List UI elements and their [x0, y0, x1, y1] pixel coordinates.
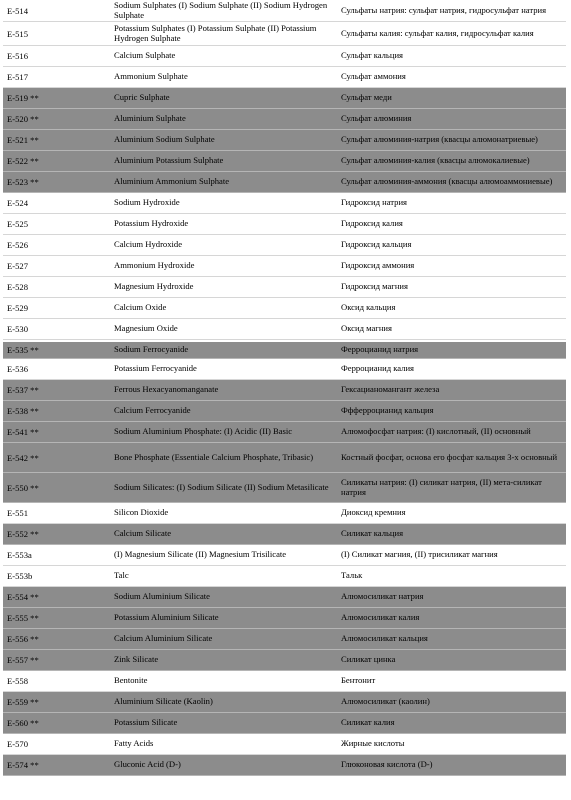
russian-name-cell: Гидроксид кальция [341, 239, 412, 250]
russian-name-cell: Костный фосфат, основа его фосфат кальция 3-х основный [341, 451, 558, 462]
table-row [3, 503, 566, 524]
russian-name-cell: Силикат цинка [341, 654, 396, 665]
table-row [3, 473, 566, 503]
table-row [3, 422, 566, 443]
table-row [3, 359, 566, 380]
russian-name-cell: Сульфат алюминия-натрия (квасцы алюмонатриевые) [341, 134, 538, 145]
code-cell: E-557 ** [7, 655, 39, 665]
english-name-cell: Potassium Sulphates (I) Potassium Sulphate (II) Potassium Hydrogen Sulphate [114, 23, 317, 43]
code-cell: E-551 [7, 508, 29, 518]
russian-name-cell: Силикат калия [341, 717, 395, 728]
table-row [3, 109, 566, 130]
english-name-cell: Aluminium Ammonium Sulphate [114, 176, 230, 187]
code-cell: E-537 ** [7, 385, 39, 395]
russian-name-cell: Гексацианомангант железа [341, 384, 440, 395]
russian-name-cell: Сульфат кальция [341, 50, 404, 61]
code-cell: E-550 ** [7, 482, 39, 493]
table-row [3, 172, 566, 193]
russian-name-cell: Ферроцианид натрия [341, 344, 419, 355]
code-cell: E-570 [7, 739, 29, 749]
russian-name-cell: Гидроксид аммония [341, 260, 415, 271]
russian-name-cell: Алюмосиликат кальция [341, 633, 428, 644]
english-name-cell: Sodium Silicates: (I) Sodium Silicate (II) Sodium Metasilicate [114, 481, 329, 492]
english-name-cell: Sodium Sulphates (I) Sodium Sulphate (II) Sodium Hydrogen Sulphate [114, 0, 328, 20]
english-name-cell: Calcium Sulphate [114, 50, 176, 61]
code-cell: E-517 [7, 72, 29, 82]
code-cell: E-538 ** [7, 406, 39, 416]
english-name-cell: Potassium Ferrocyanide [114, 363, 197, 374]
russian-name-cell: Жирные кислоты [341, 738, 405, 749]
table-row [3, 298, 566, 319]
russian-name-cell: Глюконовая кислота (D-) [341, 759, 433, 770]
english-name-cell: Ammonium Sulphate [114, 71, 188, 82]
russian-name-cell: Гидроксид магния [341, 281, 408, 292]
code-cell: E-530 [7, 324, 29, 334]
table-row [3, 650, 566, 671]
table-row [3, 380, 566, 401]
russian-name-cell: (I) Силикат магния, (II) трисиликат магния [341, 549, 498, 560]
english-name-cell: Ferrous Hexacyanomanganate [114, 384, 219, 395]
russian-name-cell: Ферроцианид калия [341, 363, 415, 374]
russian-name-cell: Алюмосиликат (каолин) [341, 696, 430, 707]
table-row [3, 608, 566, 629]
table-row [3, 545, 566, 566]
code-cell: E-528 [7, 282, 29, 292]
code-cell: E-520 ** [7, 114, 39, 124]
code-cell: E-556 ** [7, 634, 39, 644]
code-cell: E-542 ** [7, 452, 39, 463]
russian-name-cell: Сульфаты натрия: сульфат натрия, гидросульфат натрия [341, 4, 547, 15]
table-row [3, 214, 566, 235]
english-name-cell: Silicon Dioxide [114, 507, 169, 518]
code-cell: E-516 [7, 51, 29, 61]
additives-table [3, 0, 566, 776]
table-row [3, 629, 566, 650]
russian-name-cell: Гидроксид натрия [341, 197, 408, 208]
english-name-cell: Aluminium Sulphate [114, 113, 186, 124]
table-row [3, 734, 566, 755]
russian-name-cell: Сульфаты калия: сульфат калия, гидросульфат калия [341, 27, 534, 38]
english-name-cell: Magnesium Oxide [114, 323, 178, 334]
table-row [3, 130, 566, 151]
english-name-cell: Calcium Ferrocyanide [114, 405, 191, 416]
code-cell: E-553a [7, 550, 32, 560]
english-name-cell: Calcium Aluminium Silicate [114, 633, 213, 644]
table-row [3, 277, 566, 298]
russian-name-cell: Сульфат алюминия [341, 113, 412, 124]
code-cell: E-521 ** [7, 135, 39, 145]
russian-name-cell: Алюмосиликат натрия [341, 591, 424, 602]
code-cell: E-552 ** [7, 529, 39, 539]
table-row [3, 566, 566, 587]
code-cell: E-560 ** [7, 718, 39, 728]
code-cell: E-525 [7, 219, 29, 229]
code-cell: E-523 ** [7, 177, 39, 187]
table-row [3, 193, 566, 214]
code-cell: E-535 ** [7, 345, 39, 355]
code-cell: E-514 [7, 5, 29, 16]
code-cell: E-522 ** [7, 156, 39, 166]
table-row [3, 713, 566, 734]
code-cell: E-541 ** [7, 427, 39, 437]
english-name-cell: Sodium Ferrocyanide [114, 344, 189, 355]
russian-name-cell: Оксид кальция [341, 302, 396, 313]
english-name-cell: Gluconic Acid (D-) [114, 759, 181, 770]
table-row [3, 340, 566, 359]
table-row [3, 22, 566, 46]
table-row [3, 319, 566, 340]
english-name-cell: Calcium Silicate [114, 528, 172, 539]
english-name-cell: Calcium Hydroxide [114, 239, 183, 250]
code-cell: E-524 [7, 198, 29, 208]
russian-name-cell: Сульфат алюминия-аммония (квасцы алюмоаммониевые) [341, 176, 553, 187]
english-name-cell: Potassium Hydroxide [114, 218, 189, 229]
english-name-cell: Potassium Aluminium Silicate [114, 612, 219, 623]
code-cell: E-515 [7, 28, 29, 39]
code-cell: E-554 ** [7, 592, 39, 602]
russian-name-cell: Тальк [341, 570, 363, 581]
russian-name-cell: Оксид магния [341, 323, 392, 334]
russian-name-cell: Сульфат меди [341, 92, 392, 103]
table-row [3, 443, 566, 473]
table-row [3, 46, 566, 67]
english-name-cell: Magnesium Hydroxide [114, 281, 194, 292]
english-name-cell: Potassium Silicate [114, 717, 178, 728]
english-name-cell: Cupric Sulphate [114, 92, 170, 103]
table-row [3, 235, 566, 256]
russian-name-cell: Диоксид кремния [341, 507, 406, 518]
code-cell: E-526 [7, 240, 29, 250]
code-cell: E-555 ** [7, 613, 39, 623]
table-row [3, 755, 566, 776]
code-cell: E-529 [7, 303, 29, 313]
english-name-cell: Zink Silicate [114, 654, 159, 665]
code-cell: E-553b [7, 571, 33, 581]
english-name-cell: Aluminium Sodium Sulphate [114, 134, 215, 145]
russian-name-cell: Алюмофосфат натрия: (I) кислотный, (II) основный [341, 426, 531, 437]
table-row [3, 0, 566, 22]
code-cell: E-558 [7, 676, 29, 686]
russian-name-cell: Силикаты натрия: (I) силикат натрия, (II) мета-силикат натрия [341, 477, 542, 497]
english-name-cell: Ammonium Hydroxide [114, 260, 195, 271]
table-row [3, 671, 566, 692]
english-name-cell: Sodium Aluminium Silicate [114, 591, 210, 602]
table-row [3, 88, 566, 109]
english-name-cell: Sodium Aluminium Phosphate: (I) Acidic (II) Basic [114, 426, 293, 437]
table-row [3, 401, 566, 422]
russian-name-cell: Бентонит [341, 675, 376, 686]
english-name-cell: Aluminium Silicate (Kaolin) [114, 696, 213, 707]
russian-name-cell: Сульфат аммония [341, 71, 406, 82]
table-row [3, 151, 566, 172]
english-name-cell: Sodium Hydroxide [114, 197, 180, 208]
russian-name-cell: Силикат кальция [341, 528, 404, 539]
table-row [3, 587, 566, 608]
table-row [3, 256, 566, 277]
table-row [3, 67, 566, 88]
code-cell: E-559 ** [7, 697, 39, 707]
code-cell: E-574 ** [7, 760, 39, 770]
russian-name-cell: Сульфат алюминия-калия (квасцы алюмокалиевые) [341, 155, 530, 166]
code-cell: E-536 [7, 364, 29, 374]
code-cell: E-519 ** [7, 93, 39, 103]
english-name-cell: Calcium Oxide [114, 302, 167, 313]
english-name-cell: Aluminium Potassium Sulphate [114, 155, 224, 166]
english-name-cell: Fatty Acids [114, 738, 154, 749]
russian-name-cell: Гидроксид калия [341, 218, 403, 229]
russian-name-cell: Ффферроцианид кальция [341, 405, 434, 416]
english-name-cell: Bentonite [114, 675, 148, 686]
code-cell: E-527 [7, 261, 29, 271]
table-row [3, 524, 566, 545]
english-name-cell: Bone Phosphate (Essentiale Calcium Phosphate, Tribasic) [114, 451, 314, 462]
russian-name-cell: Алюмосиликат калия [341, 612, 420, 623]
english-name-cell: Talc [114, 570, 129, 581]
english-name-cell: (I) Magnesium Silicate (II) Magnesium Trisilicate [114, 549, 287, 560]
table-row [3, 692, 566, 713]
